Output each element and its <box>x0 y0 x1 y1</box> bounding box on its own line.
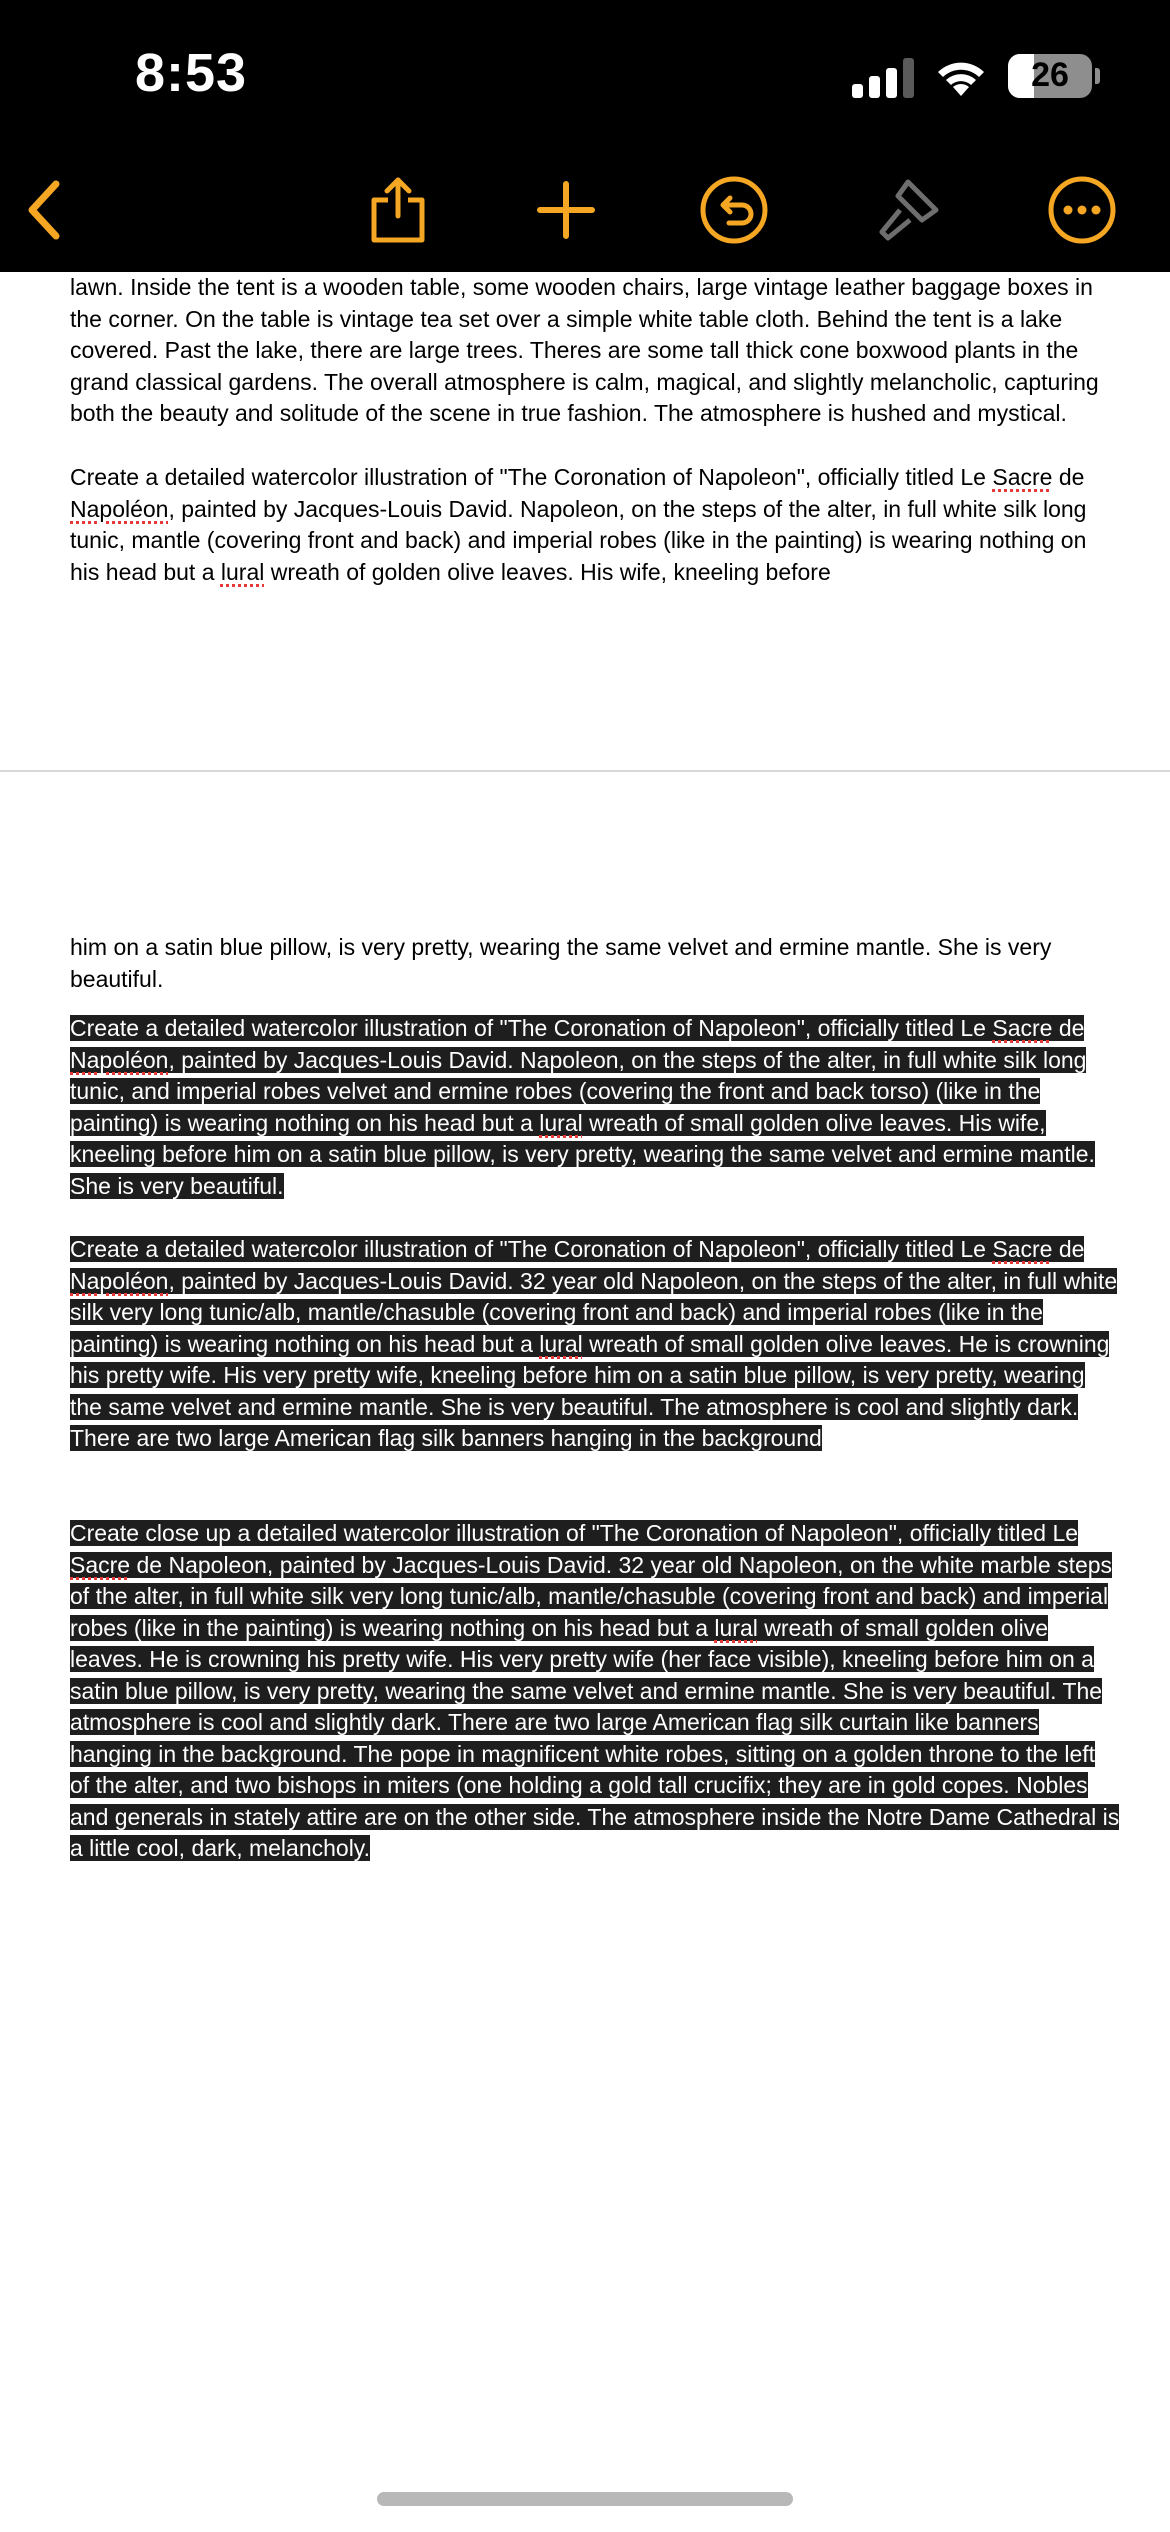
text-run: Create a detailed watercolor illustration of "The Coronation of Napoleon", officially titled Le <box>70 1015 993 1041</box>
home-indicator[interactable] <box>377 2492 793 2506</box>
text-run: , painted by Jacques-Louis David. Napoleon, on the steps of the alter, in full white silk long tunic, and imperial robes velvet and ermine robes (covering the front and back torso) (like in the painting) is wearing nothing on his head but a <box>70 1046 1087 1136</box>
text-run: , painted by Jacques-Louis David. 32 year old Napoleon, on the steps of the alter, in full white silk very long tunic/alb, mantle/chasuble (covering front and back) and imperial robes (like in the painting) is wearing nothing on his head but a <box>70 1267 1118 1357</box>
paintbrush-icon[interactable] <box>870 172 946 248</box>
text-run: Create a detailed watercolor illustration of "The Coronation of Napoleon", officially titled Le <box>70 464 993 490</box>
misspelled-word[interactable]: Napoléon <box>70 1267 169 1294</box>
misspelled-word[interactable]: Sacre <box>992 1236 1053 1262</box>
add-icon[interactable] <box>528 172 604 248</box>
selected-paragraph-3[interactable] <box>70 1518 1120 1865</box>
document-paragraph-1[interactable] <box>70 272 1120 430</box>
text-run: de <box>1052 1015 1085 1041</box>
status-bar <box>0 0 1170 150</box>
share-icon[interactable] <box>360 172 436 248</box>
cellular-signal-icon <box>852 58 914 98</box>
toolbar <box>0 150 1170 272</box>
more-icon[interactable] <box>1044 172 1120 248</box>
status-time: 8:53 <box>135 43 248 103</box>
battery-tip <box>1095 68 1100 84</box>
wifi-icon <box>935 56 987 98</box>
selected-text <box>70 1236 1117 1451</box>
paragraph-text <box>70 1234 1120 1455</box>
misspelled-word[interactable]: lural <box>220 558 265 585</box>
text-run: , painted by Jacques-Louis David. Napoleon, on the steps of the alter, in full white silk long tunic, mantle (covering front and back) and imperial robes (like in the painting) is wearing nothing on his head but a <box>70 495 1087 585</box>
selected-paragraph-2[interactable] <box>70 1234 1120 1455</box>
selected-paragraph-1[interactable] <box>70 1013 1120 1202</box>
misspelled-word[interactable]: Sacre <box>70 1551 131 1578</box>
text-run: wreath of small golden olive leaves. His wife, kneeling before him on a satin blue pillow, is very pretty, wearing the same velvet and ermine mantle. She is very beautiful. <box>70 1109 1095 1199</box>
document-paragraph-3[interactable] <box>70 932 1120 995</box>
text-run: Create a detailed watercolor illustration of "The Coronation of Napoleon", officially titled Le <box>70 1236 993 1262</box>
text-run: de <box>1052 464 1085 490</box>
text-run: wreath of golden olive leaves. His wife, kneeling before <box>264 558 831 585</box>
text-run: wreath of small golden olive leaves. He is crowning his pretty wife. His very pretty wife (her face visible), kneeling before him on a satin blue pillow, is very pretty, wearing the same velvet and ermine mantle. She is very beautiful. The atmosphere is cool and slightly dark. There are two large American flag silk curtain like banners hanging in the background. The pope in magnificent white robes, sitting on a golden throne to the left of the alter, and two bishops in miters (one holding a gold tall crucifix; they are in gold copes. Nobles and generals in stately attire are on the other side. The atmosphere inside the Notre Dame Cathedral is a little cool, dark, melancholy. <box>70 1614 1120 1861</box>
undo-icon[interactable] <box>696 172 772 248</box>
document-paragraph-2[interactable] <box>70 462 1120 588</box>
text-run: de <box>1052 1236 1085 1262</box>
text-run: Create close up a detailed watercolor illustration of "The Coronation of Napoleon", officially titled Le <box>70 1520 1079 1546</box>
battery-icon <box>1008 54 1092 98</box>
paragraph-text <box>70 1013 1120 1202</box>
paragraph-text <box>70 462 1120 588</box>
text-run: wreath of small golden olive leaves. He is crowning his pretty wife. His very pretty wife, kneeling before him on a satin blue pillow, is very pretty, wearing the same velvet and ermine mantle. She is very beautiful. The atmosphere is cool and slightly dark. There are two large American flag silk banners hanging in the background <box>70 1330 1110 1451</box>
paragraph-text <box>70 1518 1120 1865</box>
page-break-divider <box>0 770 1170 772</box>
misspelled-word[interactable]: Napoléon <box>70 495 169 522</box>
back-chevron-icon[interactable] <box>8 172 84 248</box>
selected-text <box>70 1015 1095 1199</box>
misspelled-word[interactable]: lural <box>539 1330 583 1357</box>
misspelled-word[interactable]: Sacre <box>992 1015 1053 1041</box>
misspelled-word[interactable]: lural <box>539 1109 583 1136</box>
battery-level: 26 <box>1031 56 1069 94</box>
misspelled-word[interactable]: lural <box>714 1614 758 1641</box>
misspelled-word[interactable]: Napoléon <box>70 1046 169 1073</box>
paragraph-text: lawn. Inside the tent is a wooden table, some wooden chairs, large vintage leather baggage boxes in the corner. On the table is vintage tea set over a simple white table cloth. Behind the tent is a lake covered. Past the lake, there are large trees. Theres are some tall thick cone boxwood plants in the grand classical gardens. The overall atmosphere is calm, magical, and slightly melancholic, capturing both the beauty and solitude of the scene in true fashion. The atmosphere is hushed and mystical. <box>70 274 1099 426</box>
paragraph-text: him on a satin blue pillow, is very pretty, wearing the same velvet and ermine mantle. She is very beautiful. <box>70 934 1052 992</box>
text-run: de Napoleon, painted by Jacques-Louis David. 32 year old Napoleon, on the white marble steps of the alter, in full white silk very long tunic/alb, mantle/chasuble (covering front and back) and imperial robes (like in the painting) is wearing nothing on his head but a <box>70 1551 1113 1641</box>
misspelled-word[interactable]: Sacre <box>992 464 1053 490</box>
selected-text <box>70 1520 1119 1861</box>
